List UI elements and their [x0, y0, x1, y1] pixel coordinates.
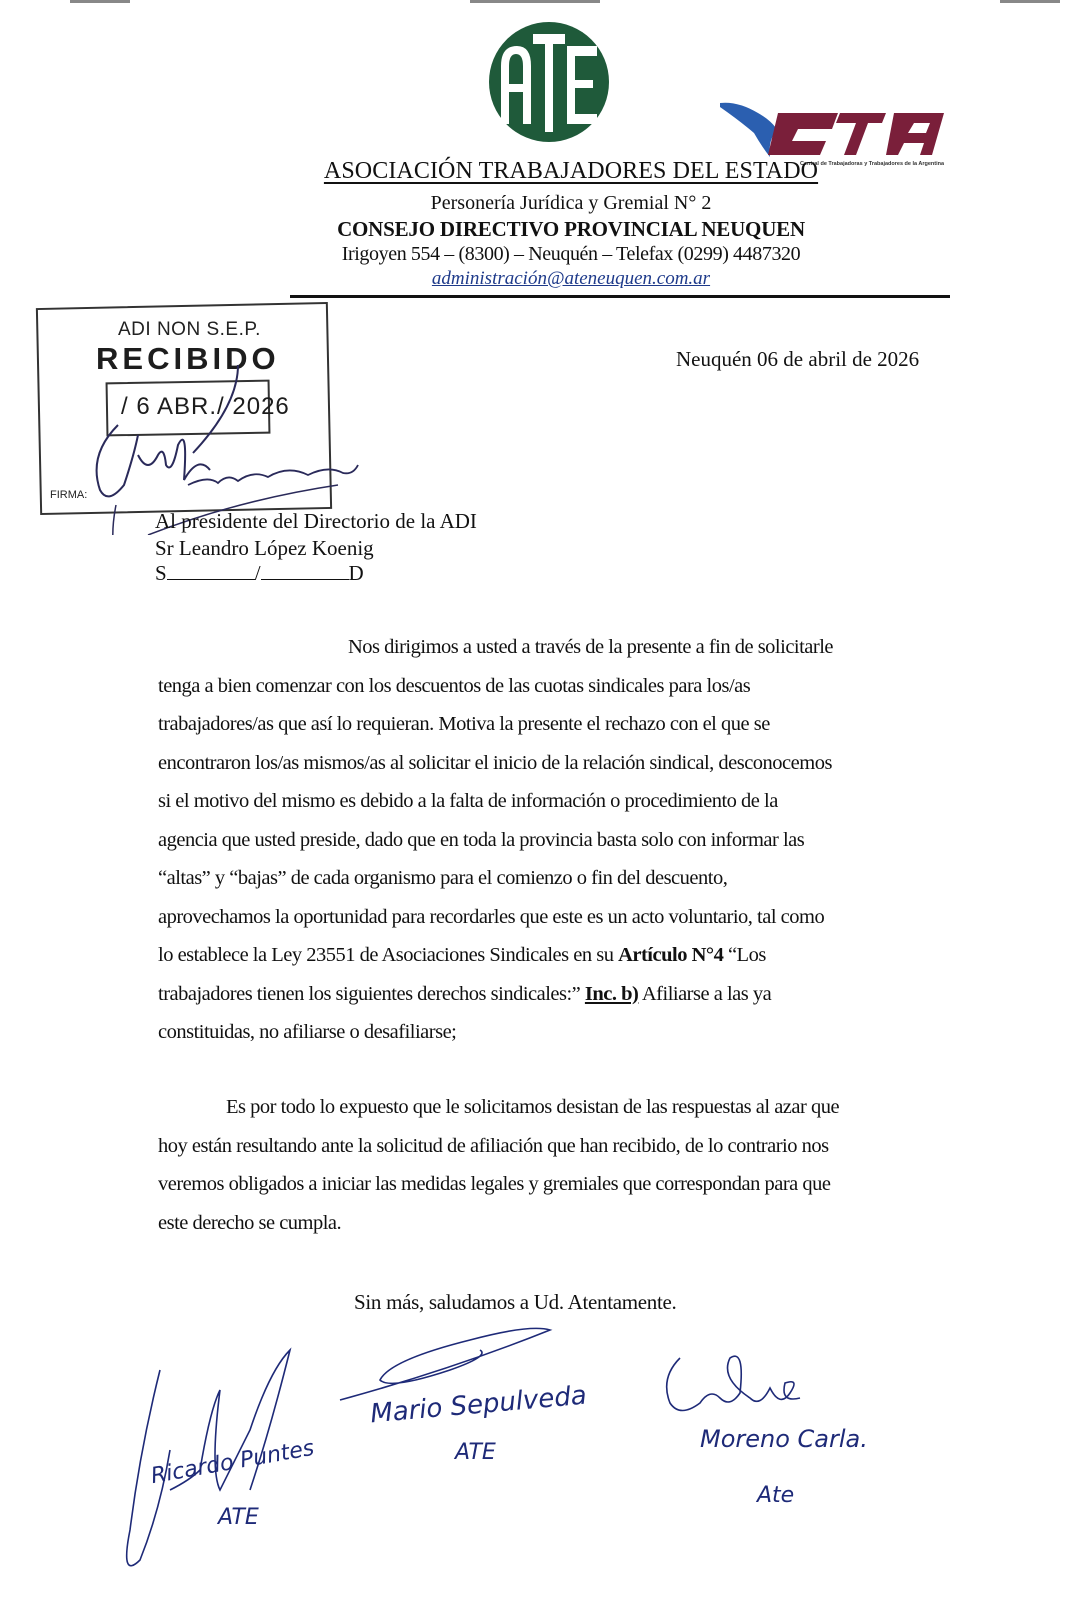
closing-line: Sin más, saludamos a Ud. Atentamente.: [354, 1290, 677, 1314]
signatures-area: [0, 1300, 1092, 1600]
stamp-signature: [38, 305, 398, 535]
body-line: constituidas, no afiliarse o desafiliarse;: [158, 1021, 457, 1043]
signature-3-org: Ate: [757, 1483, 795, 1508]
ate-logo: [487, 20, 611, 144]
sd-line: [155, 561, 364, 586]
recipient-block: [155, 508, 477, 562]
recipient-title: Al presidente del Directorio de la ADI: [155, 509, 477, 533]
signature-1-name: Ricardo Puntes: [149, 1435, 317, 1490]
law-quote-start: “Los: [723, 944, 766, 966]
body-line: encontraron los/as mismos/as al solicitar el inicio de la relación sindical, desconocemos: [158, 751, 832, 774]
body-line: “altas” y “bajas” de cada organismo para el comienzo o fin del descuento,: [158, 867, 728, 889]
signature-2-org: ATE: [455, 1440, 496, 1465]
org-name: ASOCIACIÓN TRABAJADORES DEL ESTADO: [323, 158, 819, 184]
body-line: si el motivo del mismo es debido a la falta de información o procedimiento de la: [158, 790, 778, 812]
stamp-org: ADI NON S.E.P.: [118, 319, 261, 340]
letter-date: Neuquén 06 de abril de 2026: [676, 347, 920, 371]
sd-d: D: [348, 561, 364, 585]
sd-blank: [167, 563, 255, 580]
email-link[interactable]: administración@ateneuquen.com.ar: [431, 268, 711, 289]
sd-slash: /: [254, 561, 261, 585]
rights-text: trabajadores tienen los siguientes derechos sindicales:”: [158, 982, 585, 1005]
body-line: hoy están resultando ante la solicitud de afiliación que han recibido, de lo contrario nos: [158, 1134, 829, 1157]
body-line: aprovechamos la oportunidad para recordarles que este es un acto voluntario, tal como: [158, 905, 825, 928]
scan-edge-mark: [1000, 0, 1060, 3]
signature-1-org: ATE: [218, 1505, 259, 1530]
signature-2-name: Mario Sepulveda: [369, 1380, 588, 1430]
council-name: CONSEJO DIRECTIVO PROVINCIAL NEUQUEN: [337, 217, 805, 241]
law-text: lo establece la Ley 23551 de Asociaciones Sindicales en su: [158, 944, 619, 966]
received-stamp: [38, 305, 328, 510]
body-line: tenga a bien comenzar con los descuentos de las cuotas sindicales para los/as: [158, 674, 751, 697]
body-line: [158, 944, 928, 983]
inciso-reference: Inc. b): [584, 982, 639, 1005]
body-line: Nos dirigimos a usted a través de la presente a fin de solicitarle: [348, 636, 834, 658]
stamp-firma-label: FIRMA:: [50, 489, 88, 501]
scan-edge-mark: [70, 0, 130, 3]
scan-edge-mark: [470, 0, 600, 3]
article-reference: Artículo N°4: [618, 944, 724, 966]
body-line: este derecho se cumpla.: [158, 1211, 342, 1234]
body-line: [158, 983, 928, 1022]
signature-3-name: Moreno Carla.: [700, 1425, 868, 1453]
cta-logo-subtitle: Central de Trabajadoras y Trabajadores de la Argentina: [800, 161, 944, 167]
sd-s: S: [155, 561, 167, 585]
signature-3-scribble: [660, 1348, 810, 1418]
body-line: Es por todo lo expuesto que le solicitamos desistan de las respuestas al azar que: [226, 1096, 840, 1118]
legal-status: Personería Jurídica y Gremial N° 2: [430, 192, 712, 214]
rights-text-end: Afiliarse a las ya: [638, 982, 772, 1005]
body-line: veremos obligados a iniciar las medidas legales y gremiales que correspondan para que: [158, 1173, 831, 1195]
sd-blank: [261, 563, 349, 580]
body-paragraph-1: [158, 636, 928, 1060]
stamp-date: / 6 ABR./ 2026: [121, 393, 290, 420]
body-line: trabajadores/as que así lo requieran. Motiva la presente el rechazo con el que se: [158, 713, 770, 735]
cta-logo: [718, 97, 944, 167]
address: Irigoyen 554 – (8300) – Neuquén – Telefax (0299) 4487320: [341, 243, 801, 265]
body-paragraph-2: [158, 1096, 928, 1250]
letterhead-divider: [290, 295, 950, 298]
recipient-name: Sr Leandro López Koenig: [155, 536, 374, 560]
body-line: agencia que usted preside, dado que en toda la provincia basta solo con informar las: [158, 828, 805, 851]
stamp-status: RECIBIDO: [96, 341, 280, 376]
